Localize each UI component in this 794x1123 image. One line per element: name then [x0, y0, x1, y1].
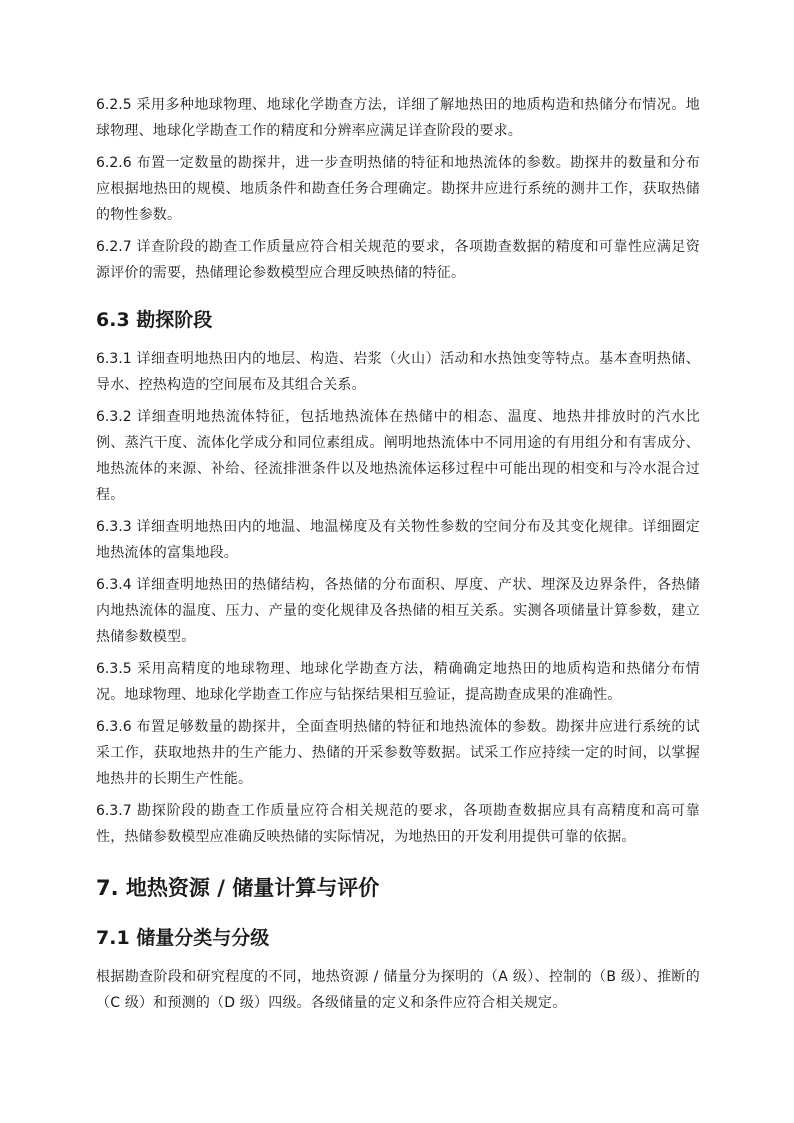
clause-text: 详细查明地热田的热储结构，各热储的分布面积、厚度、产状、埋深及边界条件，各热储内地热流体的温度、压力、产量的变化规律及各热储的相互关系。实测各项储量计算参数，建立热储参数模型。 — [96, 577, 700, 645]
clause-number: 6.3.5 — [96, 661, 132, 677]
paragraph-6-3-1 — [96, 346, 700, 398]
clause-text: 勘探阶段的勘查工作质量应符合相关规范的要求，各项勘查数据应具有高精度和高可靠性，热储参数模型应准确反映热储的实际情况，为地热田的开发利用提供可靠的依据。 — [96, 803, 700, 845]
clause-number: 6.3.1 — [96, 351, 132, 367]
paragraph-6-3-5 — [96, 656, 700, 708]
paragraph-6-3-3 — [96, 514, 700, 566]
paragraph-6-3-2 — [96, 404, 700, 508]
paragraph-6-2-6 — [96, 150, 700, 228]
document-page — [96, 92, 700, 1022]
section-heading-7-1: 7.1 储量分类与分级 — [96, 927, 270, 949]
paragraph-6-2-7 — [96, 234, 700, 286]
clause-text: 详细查明地热田内的地温、地温梯度及有关物性参数的空间分布及其变化规律。详细圈定地热流体的富集地段。 — [96, 519, 700, 561]
clause-number: 6.3.3 — [96, 519, 132, 535]
paragraph-7-1-intro: 根据勘查阶段和研究程度的不同，地热资源 / 储量分为探明的（A 级）、控制的（B 级）、推断的（C 级）和预测的（D 级）四级。各级储量的定义和条件应符合相关规定。 — [96, 969, 700, 1011]
clause-text: 详细查明地热田内的地层、构造、岩浆（火山）活动和水热蚀变等特点。基本查明热储、导水、控热构造的空间展布及其组合关系。 — [96, 351, 700, 393]
paragraph-6-3-4 — [96, 572, 700, 650]
clause-number: 6.3.6 — [96, 719, 132, 735]
clause-number: 6.3.7 — [96, 803, 132, 819]
clause-text: 采用多种地球物理、地球化学勘查方法，详细了解地热田的地质构造和热储分布情况。地球物理、地球化学勘查工作的精度和分辨率应满足详查阶段的要求。 — [96, 97, 700, 139]
clause-number: 6.3.4 — [96, 577, 132, 593]
chapter-heading-7: 7. 地热资源 / 储量计算与评价 — [96, 876, 380, 900]
paragraph-6-3-7 — [96, 798, 700, 850]
clause-text: 采用高精度的地球物理、地球化学勘查方法，精确确定地热田的地质构造和热储分布情况。地球物理、地球化学勘查工作应与钻探结果相互验证，提高勘查成果的准确性。 — [96, 661, 700, 703]
clause-number: 6.3.2 — [96, 409, 132, 425]
clause-text: 详查阶段的勘查工作质量应符合相关规范的要求，各项勘查数据的精度和可靠性应满足资源评价的需要，热储理论参数模型应合理反映热储的特征。 — [96, 239, 700, 281]
clause-number: 6.2.5 — [96, 97, 132, 113]
paragraph-6-3-6 — [96, 714, 700, 792]
clause-number: 6.2.6 — [96, 155, 132, 171]
clause-text: 布置一定数量的勘探井，进一步查明热储的特征和地热流体的参数。勘探井的数量和分布应根据地热田的规模、地质条件和勘查任务合理确定。勘探井应进行系统的测井工作，获取热储的物性参数。 — [96, 155, 700, 223]
clause-number: 6.2.7 — [96, 239, 132, 255]
section-heading-6-3: 6.3 勘探阶段 — [96, 309, 213, 331]
paragraph-6-2-5 — [96, 92, 700, 144]
clause-text: 布置足够数量的勘探井，全面查明热储的特征和地热流体的参数。勘探井应进行系统的试采工作，获取地热井的生产能力、热储的开采参数等数据。试采工作应持续一定的时间，以掌握地热井的长期生产性能。 — [96, 719, 700, 787]
clause-text: 详细查明地热流体特征，包括地热流体在热储中的相态、温度、地热井排放时的汽水比例、蒸汽干度、流体化学成分和同位素组成。阐明地热流体中不同用途的有用组分和有害成分、地热流体的来源、补给、径流排泄条件以及地热流体运移过程中可能出现的相变和与冷水混合过程。 — [96, 409, 700, 503]
